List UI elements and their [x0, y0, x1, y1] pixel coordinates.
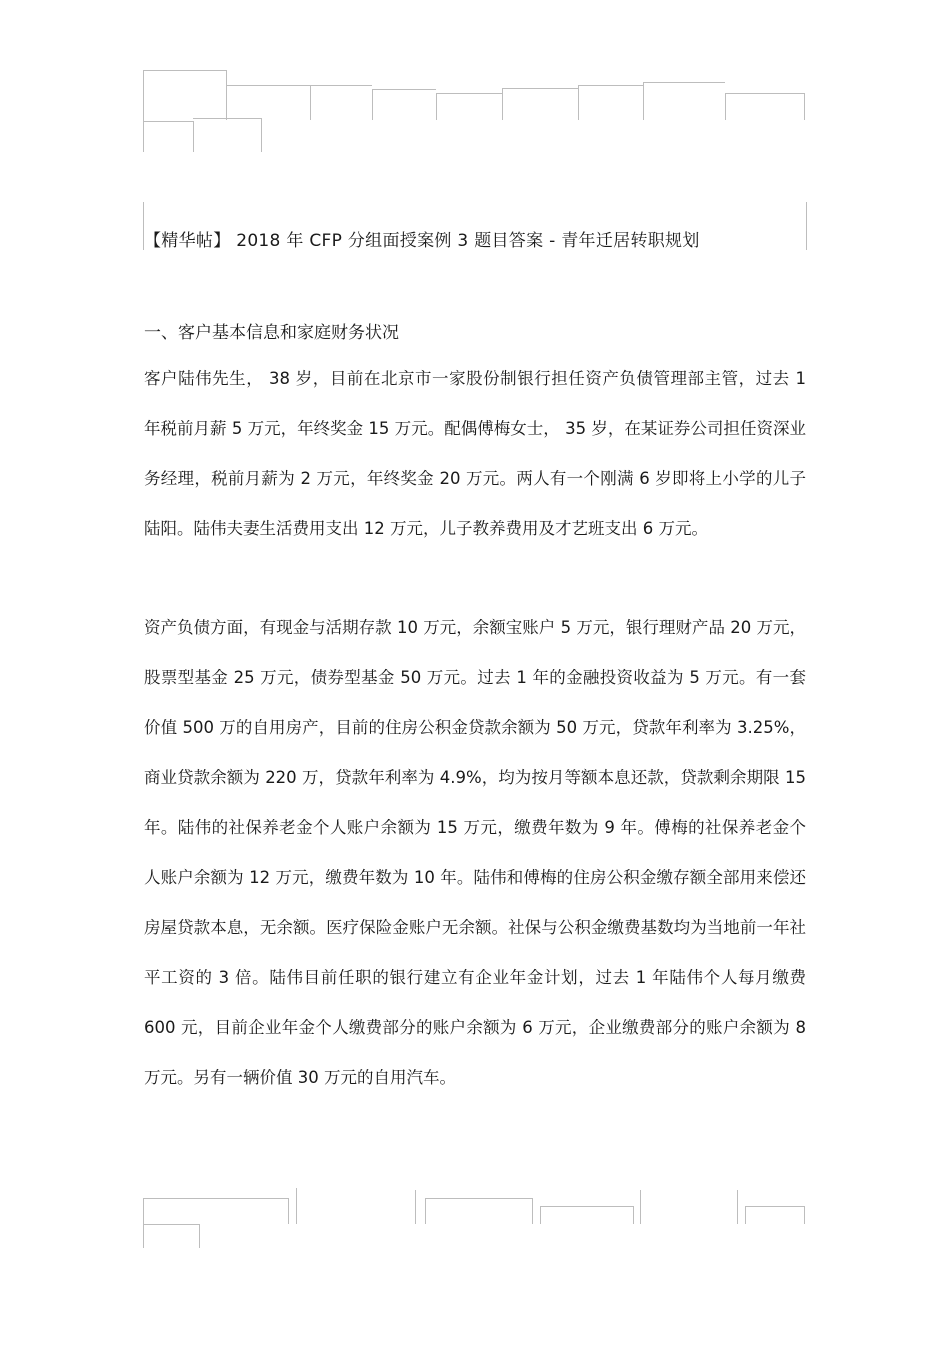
document-title: 【精华帖】 2018 年 CFP 分组面授案例 3 题目答案 - 青年迁居转职规划 — [144, 231, 700, 251]
section-heading: 一、客户基本信息和家庭财务状况 — [144, 323, 399, 343]
paragraph-assets-liabilities: 资产负债方面，有现金与活期存款 10 万元，余额宝账户 5 万元，银行理财产品 20 万元，股票型基金 25 万元，债券型基金 50 万元。过去 1 年的金融投资收益为 5 万元。有一套价值 500 万的自用房产，目前的住房公积金贷款余额为 50 万元，贷款年利率为 3.25%，商业贷款余额为 220 万，贷款年利率为 4.9%，均为按月等额本息还款，贷款剩余期限 15 年。陆伟的社保养老金个人账户余额为 15 万元，缴费年数为 9 年。傅梅的社保养老金个人账户余额为 12 万元，缴费年数为 10 年。陆伟和傅梅的住房公积金缴存额全部用来偿还房屋贷款本息，无余额。医疗保险金账户无余额。社保与公积金缴费基数均为当地前一年社平工资的 3 倍。陆伟目前任职的银行建立有企业年金计划，过去 1 年陆伟个人每月缴费 600 元，目前企业年金个人缴费部分的账户余额为 6 万元，企业缴费部分的账户余额为 8 万元。另有一辆价值 30 万元的自用汽车。 — [144, 618, 806, 1087]
paragraph-client-info: 客户陆伟先生， 38 岁，目前在北京市一家股份制银行担任资产负债管理部主管，过去 1 年税前月薪 5 万元，年终奖金 15 万元。配偶傅梅女士， 35 岁，在某证券公司担任资深业务经理，税前月薪为 2 万元，年终奖金 20 万元。两人有一个刚满 6 岁即将上小学的儿子陆阳。陆伟夫妻生活费用支出 12 万元，儿子教养费用及才艺班支出 6 万元。 — [144, 369, 806, 538]
